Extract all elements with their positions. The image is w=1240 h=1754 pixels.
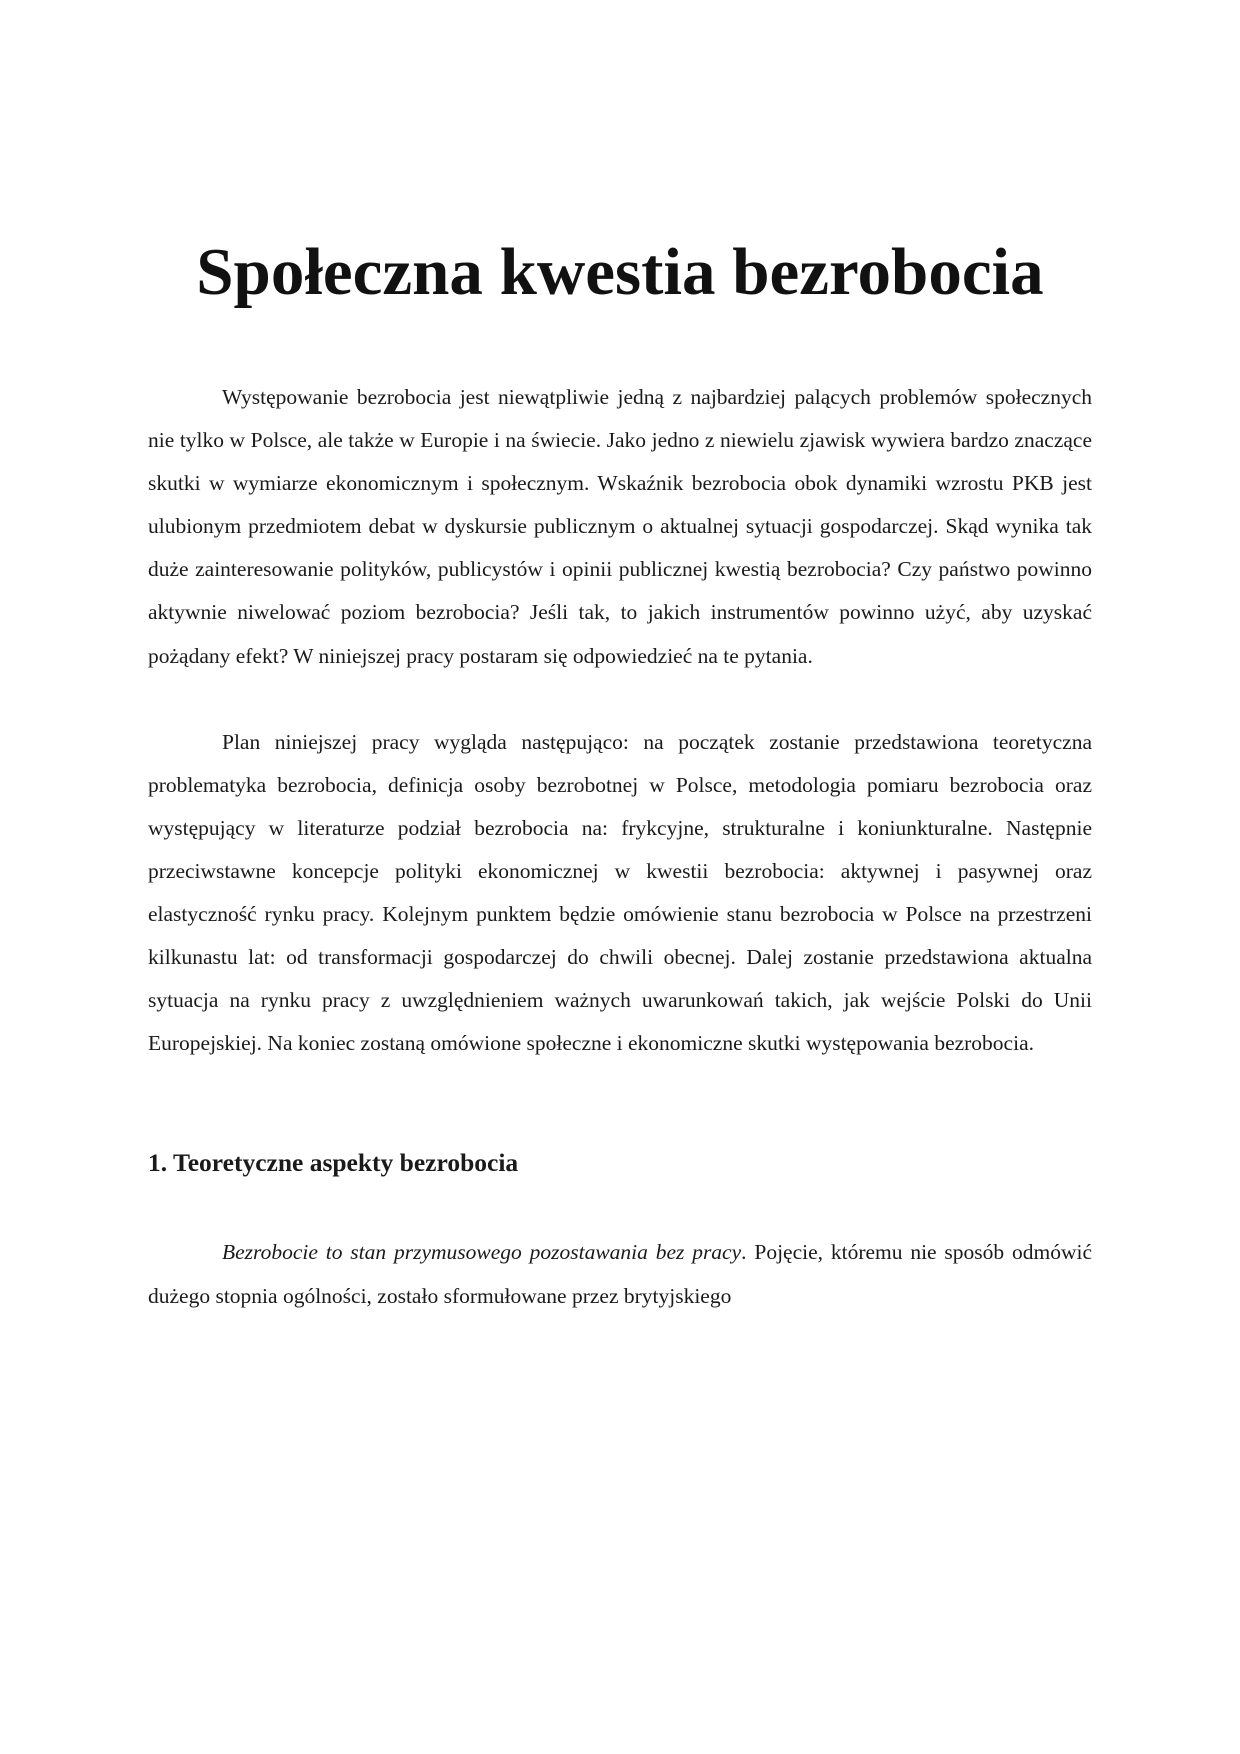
document-title: Społeczna kwestia bezrobocia xyxy=(196,235,1044,309)
section-heading: 1. Teoretyczne aspekty bezrobocia xyxy=(148,1148,519,1178)
document-body xyxy=(148,376,1092,1318)
definition-italic: Bezrobocie to stan przymusowego pozostawania bez pracy xyxy=(222,1240,742,1265)
definition-text: . Pojęcie, któremu nie sposób odmówić dużego stopnia ogólności, zostało sformułowane przez brytyjskiego xyxy=(148,1240,1093,1308)
intro-paragraph: Występowanie bezrobocia jest niewątpliwie jedną z najbardziej palących problemów społecznych nie tylko w Polsce, ale także w Europie i na świecie. Jako jedno z niewielu zjawisk wywiera bardzo znaczące skutki w wymiarze ekonomicznym i społecznym. Wskaźnik bezrobocia obok dynamiki wzrostu PKB jest ulubionym przedmiotem debat w dyskursie publicznym o aktualnej sytuacji gospodarczej. Skąd wynika tak duże zainteresowanie polityków, publicystów i opinii publicznej kwestią bezrobocia? Czy państwo powinno aktywnie niwelować poziom bezrobocia? Jeśli tak, to jakich instrumentów powinno użyć, aby uzyskać pożądany efekt? W niniejszej pracy postaram się odpowiedzieć na te pytania. xyxy=(148,385,1092,668)
definition-paragraph xyxy=(148,1231,1092,1317)
plan-paragraph: Plan niniejszej pracy wygląda następująco: na początek zostanie przedstawiona teoretyczna problematyka bezrobocia, definicja osoby bezrobotnej w Polsce, metodologia pomiaru bezrobocia oraz występujący w literaturze podział bezrobocia na: frykcyjne, strukturalne i koniunkturalne. Następnie przeciwstawne koncepcje polityki ekonomicznej w kwestii bezrobocia: aktywnej i pasywnej oraz elastyczność rynku pracy. Kolejnym punktem będzie omówienie stanu bezrobocia w Polsce na przestrzeni kilkunastu lat: od transformacji gospodarczej do chwili obecnej. Dalej zostanie przedstawiona aktualna sytuacja na rynku pracy z uwzględnieniem ważnych uwarunkowań takich, jak wejście Polski do Unii Europejskiej. Na koniec zostaną omówione społeczne i ekonomiczne skutki występowania bezrobocia. xyxy=(148,729,1092,1056)
